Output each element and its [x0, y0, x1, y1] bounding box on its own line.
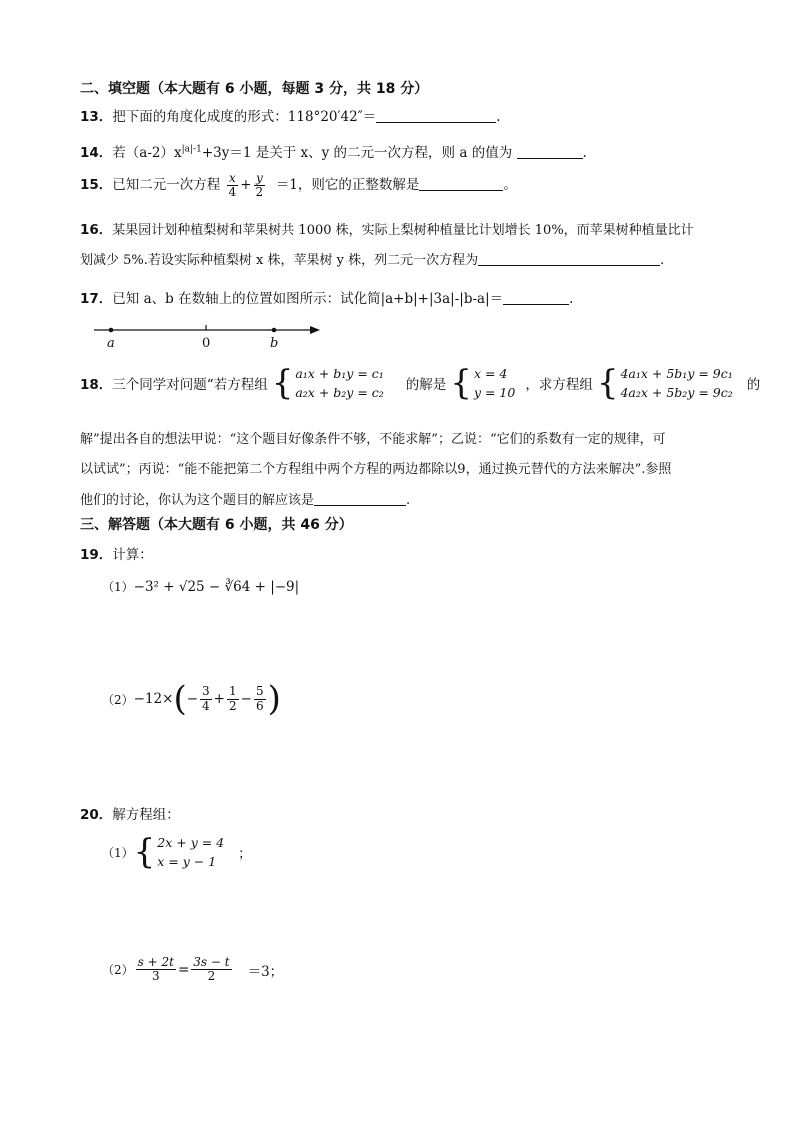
label-b: b — [270, 336, 279, 351]
label-a: a — [107, 336, 115, 351]
q19-number: 19． — [80, 547, 113, 563]
q19-frac-2 — [227, 685, 239, 712]
label-0: 0 — [202, 336, 211, 351]
q17-text: 已知 a、b 在数轴上的位置如图所示：试化简|a+b|+|3a|-|b-a|＝ — [112, 291, 504, 307]
q18-sol2: y = 10 — [473, 385, 516, 401]
right-paren: ) — [267, 679, 281, 719]
brace-icon: { — [450, 363, 472, 404]
section-3-title: 三、解答题（本大题有 6 小题，共 46 分） — [80, 517, 353, 533]
q13-number: 13． — [80, 109, 113, 125]
q15-four: 4 — [228, 185, 237, 200]
q20-text: 解方程组： — [112, 807, 180, 823]
point-b — [272, 328, 277, 333]
brace-icon: { — [271, 363, 294, 404]
q19-frac3-den: 6 — [255, 698, 264, 713]
q15-end: 。 — [503, 177, 517, 194]
question-18-line-2: 解”提出各自的想法甲说：“这个题目好像条件不够，不能求解”；乙说：“它们的系数有一定的规律，可 — [80, 432, 666, 447]
q19-frac1-num: 3 — [202, 684, 210, 699]
q19-frac2-num: 1 — [228, 684, 237, 699]
brace-icon: { — [133, 832, 156, 873]
q18-post: 的 — [746, 377, 761, 394]
question-18-line-4 — [80, 489, 410, 508]
q19-frac1-den: 4 — [202, 698, 210, 713]
q18-eq1: a₁x + b₁y = c₁ — [295, 366, 384, 381]
question-14 — [80, 141, 587, 161]
q16-end: . — [660, 253, 665, 268]
q13-answer-blank[interactable] — [376, 109, 496, 124]
question-19 — [80, 543, 153, 563]
q19-frac3-num: 5 — [255, 684, 264, 699]
q18-number: 18． — [80, 377, 113, 394]
question-16-line-2 — [80, 249, 664, 268]
q15-two: 2 — [255, 185, 264, 200]
q14-end: . — [582, 145, 587, 161]
q20-frac2-den: 2 — [207, 969, 216, 984]
section-2-title: 二、填空题（本大题有 6 小题，每题 3 分，共 18 分） — [80, 81, 429, 97]
q20-frac2-num: 3s − t — [193, 955, 230, 969]
q18-mid: 的解是 — [405, 377, 447, 394]
q19-p2-label: （2） — [102, 692, 134, 707]
q17-answer-blank[interactable] — [503, 291, 569, 306]
q15-post: ＝1，则它的正整数解是 — [275, 177, 420, 194]
q19-frac-1 — [200, 685, 212, 712]
q19-part-1 — [102, 578, 299, 595]
q16-number: 16． — [80, 222, 113, 238]
question-13 — [80, 105, 501, 125]
q20-p2-post: ＝3； — [247, 963, 284, 980]
q18-mid2: ，求方程组 — [525, 377, 593, 394]
q20-eq2: x = y − 1 — [157, 854, 217, 870]
q18-line4: 他们的讨论，你认为这个题目的解应该是 — [80, 493, 315, 508]
q18-system-1 — [272, 364, 384, 403]
q18-answer-blank[interactable] — [314, 492, 406, 506]
q15-pre: 已知二元一次方程 — [112, 177, 221, 194]
q20-frac1-den: 3 — [151, 969, 160, 984]
brace-icon: { — [596, 363, 619, 404]
number-line-arrow — [310, 326, 320, 334]
q18-system-2 — [597, 364, 733, 403]
q19-frac2-den: 2 — [228, 698, 237, 713]
q16-line1: 某果园计划种植梨树和苹果树共 1000 株，实际上梨树种植量比计划增长 10%，而苹果树种植量比计 — [112, 223, 694, 238]
question-15 — [80, 172, 517, 199]
question-18-line-1 — [80, 364, 760, 403]
q18-eq3: 4a₁x + 5b₁y = 9c₁ — [620, 366, 733, 381]
q18-sol1: x = 4 — [473, 366, 508, 381]
q13-text: 把下面的角度化成度的形式：118°20′42″＝ — [112, 109, 377, 125]
q17-number: 17． — [80, 291, 113, 307]
q15-y: y — [255, 171, 263, 185]
q20-p1-label: （1） — [102, 845, 134, 860]
question-20 — [80, 803, 180, 823]
q15-x: x — [229, 171, 236, 185]
q18-pre: 三个同学对问题“若方程组 — [112, 377, 268, 394]
question-16-line-1 — [80, 218, 694, 238]
q20-p1-end: ； — [238, 846, 252, 863]
q14-mid: +3y＝1 是关于 x、y 的二元一次方程，则 a 的值为 — [201, 145, 513, 161]
q16-line2: 划减少 5%.若设实际种植梨树 x 株，苹果树 y 株，列二元一次方程为 — [80, 253, 479, 268]
q13-end: . — [496, 109, 501, 125]
q19-p1-expression: −3² + √25 − ∛64 + |−9| — [133, 579, 300, 595]
q18-eq4: 4a₂x + 5b₂y = 9c₂ — [620, 385, 733, 401]
q20-frac-1 — [136, 956, 176, 983]
q19-frac-3 — [254, 685, 266, 712]
q20-p2-label: （2） — [102, 963, 134, 978]
q19-part-2: （2） −12× ( − $\frac{3}{4}$ + $\frac{1}{2}$ − $\frac{5}{6}$ ) — [102, 679, 281, 719]
q19-text: 计算： — [112, 547, 153, 563]
q15-answer-blank[interactable] — [419, 177, 503, 192]
q20-part-1 — [102, 833, 252, 872]
q15-number: 15． — [80, 177, 113, 194]
point-a — [109, 328, 114, 333]
q20-frac1-num: s + 2t — [137, 955, 174, 969]
q18-solution — [450, 364, 515, 403]
q14-answer-blank[interactable] — [517, 145, 583, 160]
q14-exponent: |a|-1 — [181, 144, 202, 155]
q20-frac-2 — [191, 956, 231, 983]
q15-fraction-y — [254, 172, 266, 199]
q14-number: 14． — [80, 145, 113, 161]
question-18-line-3: 以试试”；丙说：“能不能把第二个方程组中两个方程的两边都除以9，通过换元替代的方法来解决”.参照 — [80, 462, 672, 477]
q20-number: 20． — [80, 807, 113, 823]
q18-end: . — [406, 493, 411, 508]
q15-fraction-x — [227, 172, 239, 199]
q18-eq2: a₂x + b₂y = c₂ — [295, 385, 384, 401]
q20-eq1: 2x + y = 4 — [157, 835, 225, 850]
q20-system — [134, 833, 225, 872]
q19-p1-label: （1） — [102, 580, 134, 594]
q16-answer-blank[interactable] — [478, 252, 660, 266]
q17-end: . — [569, 291, 574, 307]
q19-p2-pre: −12× — [133, 691, 174, 707]
left-paren: ( — [173, 679, 187, 719]
question-17 — [80, 287, 573, 307]
q20-part-2: （2） $\frac{s + 2t}{3}$ = $\frac{3s - t}{2}$ ＝3； — [102, 955, 284, 984]
q14-pre: 若（a-2）x — [112, 145, 182, 161]
q15-plus: + — [240, 177, 252, 194]
